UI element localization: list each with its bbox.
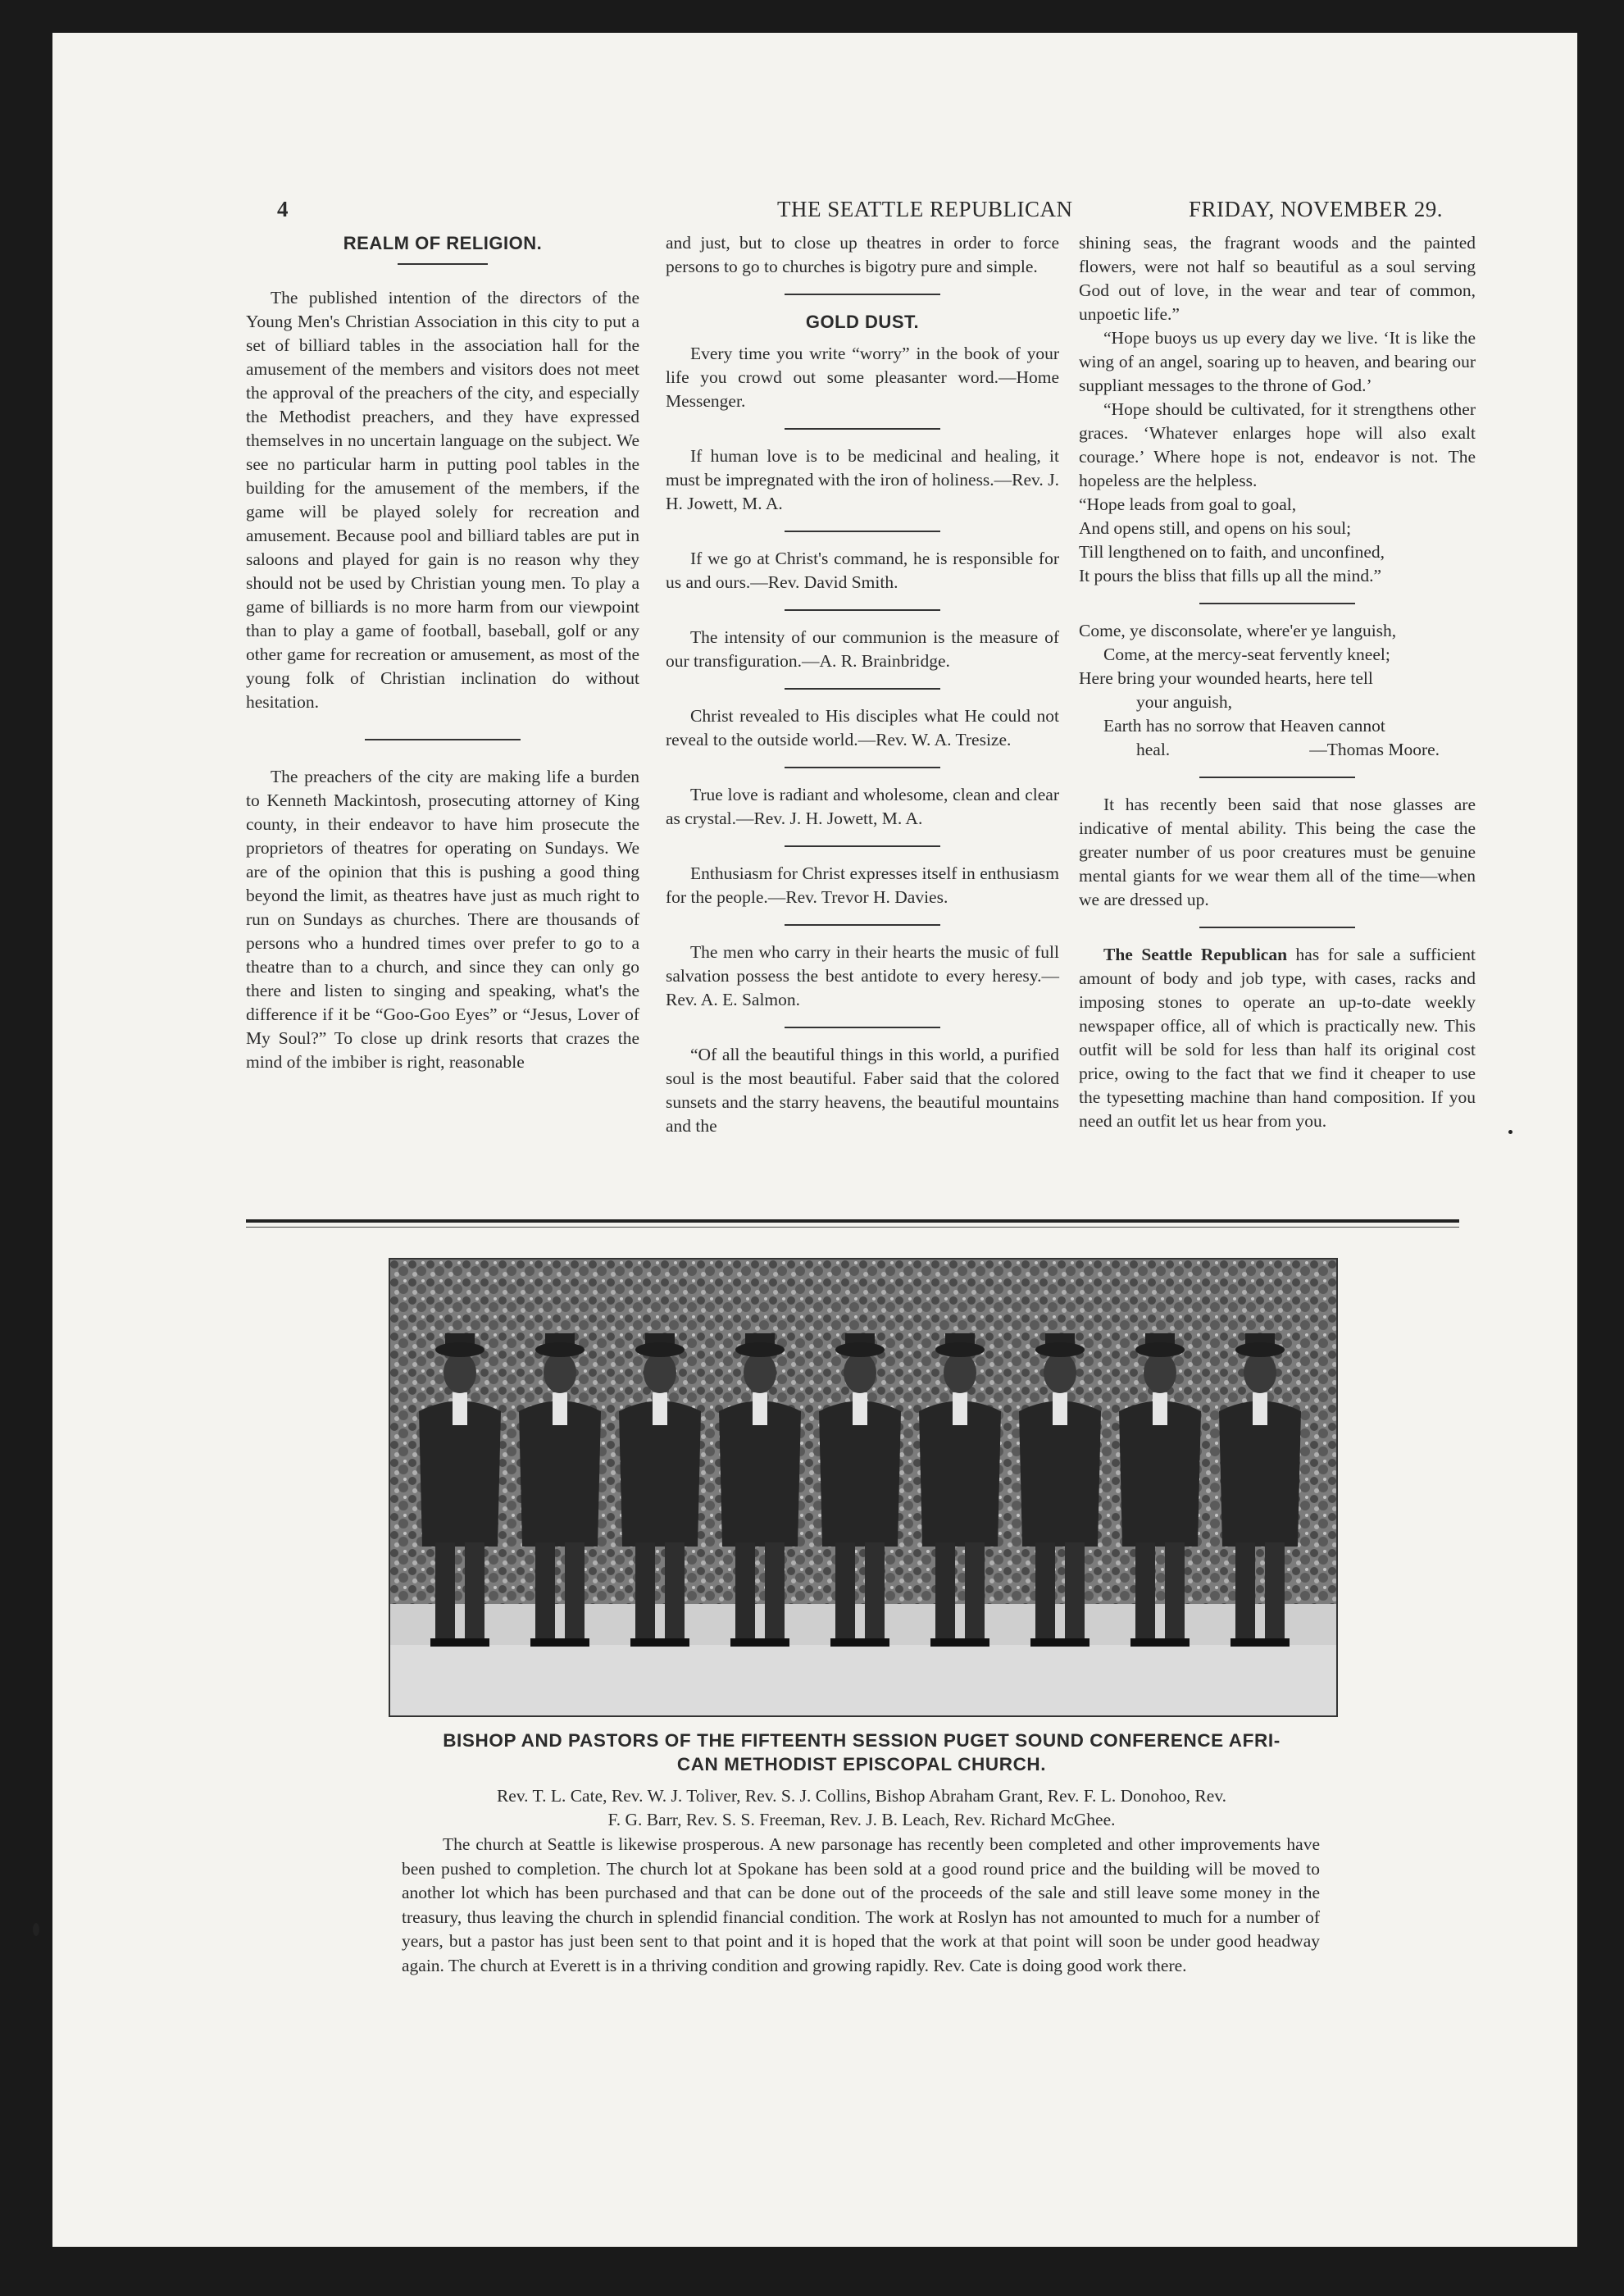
quote-item: If we go at Christ's command, he is responsible for us and ours.—Rev. David Smith.	[666, 549, 1059, 592]
verse-line: Come, ye disconsolate, where'er ye languish,	[1079, 621, 1397, 640]
verse-author: —Thomas Moore.	[1309, 740, 1440, 759]
poem-verse	[1079, 493, 1476, 588]
verse-line: Till lengthened on to faith, and unconfined,	[1079, 542, 1385, 562]
section-heading: GOLD DUST.	[805, 312, 920, 332]
photo-names	[389, 1784, 1335, 1832]
paper-title: THE SEATTLE REPUBLICAN	[777, 197, 1073, 221]
verse-line: And opens still, and opens on his soul;	[1079, 518, 1352, 538]
divider	[365, 739, 521, 740]
divider	[785, 609, 940, 611]
photo-caption	[389, 1729, 1335, 1776]
group-photograph	[389, 1258, 1338, 1717]
divider	[785, 428, 940, 430]
quote-item: Every time you write “worry” in the book of your life you crowd out some pleasanter word.—Home Messenger.	[666, 344, 1059, 411]
quote-item: The men who carry in their hearts the music of full salvation possess the best antidote to every heresy.—Rev. A. E. Salmon.	[666, 942, 1059, 1009]
quote-item: The intensity of our communion is the measure of our transfiguration.—A. R. Brainbridge.	[666, 627, 1059, 671]
verse-line: It pours the bliss that fills up all the mind.”	[1079, 566, 1382, 585]
quote-item: “Of all the beautiful things in this world, a purified soul is the most beautiful. Faber said that the colored sunsets and the starry heavens, the beautiful mountains and the	[666, 1045, 1059, 1136]
divider	[785, 767, 940, 768]
article-continuation: and just, but to close up theatres in order to force persons to go to churches is bigotry pure and simple.	[666, 233, 1059, 276]
section-heading: REALM OF RELIGION.	[343, 233, 543, 253]
quote-item: Christ revealed to His disciples what He could not reveal to the outside world.—Rev. W. A. Tresize.	[666, 706, 1059, 749]
caption-line: CAN METHODIST EPISCOPAL CHURCH.	[676, 1754, 1047, 1774]
column-realm-of-religion	[246, 231, 639, 1074]
advertisement-text: has for sale a sufficient amount of body and job type, with cases, racks and imposing stones to operate an up-to-date weekly newspaper office, all of which is practically new. This outfit will be sold for less than half its original cost price, owing to the fact that we find it cheaper to use the typesetting machine than hand composition. If you need an outfit let us hear from you.	[1079, 945, 1476, 1131]
ink-speck	[33, 1923, 39, 1936]
divider	[785, 845, 940, 847]
verse-line: Here bring your wounded hearts, here tell	[1079, 668, 1373, 688]
divider	[398, 263, 488, 265]
divider	[785, 1027, 940, 1028]
caption-line: BISHOP AND PASTORS OF THE FIFTEENTH SESSION PUGET SOUND CONFERENCE AFRI-	[443, 1730, 1281, 1751]
divider	[1199, 927, 1355, 928]
divider	[1199, 603, 1355, 604]
divider	[785, 688, 940, 690]
article-paragraph: “Hope buoys us up every day we live. ‘It is like the wing of an angel, soaring up to heaven, and bearing our suppliant messages to the throne of God.’	[1079, 328, 1476, 395]
names-line: Rev. T. L. Cate, Rev. W. J. Toliver, Rev. S. J. Collins, Bishop Abraham Grant, Rev. F. L. Donohoo, Rev.	[496, 1786, 1227, 1806]
column-gold-dust	[666, 231, 1059, 1138]
verse-line: your anguish,	[1136, 692, 1233, 712]
quote-item: If human love is to be medicinal and healing, it must be impregnated with the iron of holiness.—Rev. J. H. Jowett, M. A.	[666, 446, 1059, 513]
article-paragraph: The published intention of the directors of the Young Men's Christian Association in this city to put a set of billiard tables in the association hall for the amusement of the members and visitors does not meet the approval of the preachers of the city, and especially the Methodist preachers, and they have expressed themselves in no uncertain language on the subject. We see no particular harm in putting pool tables in the building for the amusement of the members, if the game will be played solely for recreation and amusement. Because pool and billiard tables are put in saloons and played for gain is no reason why they should not be used by Christian young men. To play a game of billiards is no more harm from our viewpoint than to play a game of football, baseball, golf or any other game for recreation or amusement, as most of the young folk of Christian inclination do without hesitation.	[246, 288, 639, 712]
column-hope	[1079, 231, 1476, 1133]
quote-item: Enthusiasm for Christ expresses itself in enthusiasm for the people.—Rev. Trevor H. Davies.	[666, 863, 1059, 907]
verse-line: “Hope leads from goal to goal,	[1079, 494, 1297, 514]
article-paragraph: The preachers of the city are making life a burden to Kenneth Mackintosh, prosecuting attorney of King county, in their endeavor to have him prosecute the proprietors of theatres for operating on Sundays. We are of the opinion that this is pushing a good thing beyond the limit, as theatres have just as much right to run on Sundays as churches. There are thousands of persons who a hundred times over prefer to go to a theatre than to a church, and since they can only go there and listen to singing and speaking, what's the difference if it be “Goo-Goo Eyes” or “Jesus, Lover of My Soul?” To close up drink resorts that crazes the mind of the imbiber is right, reasonable	[246, 767, 639, 1072]
photo-illustration	[390, 1260, 1336, 1715]
quote-item: True love is radiant and wholesome, clean and clear as crystal.—Rev. J. H. Jowett, M. A.	[666, 785, 1059, 828]
article-paragraph: “Hope should be cultivated, for it strengthens other graces. ‘Whatever enlarges hope will also exalt courage.’ Where hope is not, endeavor is not. The hopeless are the helpless.	[1079, 399, 1476, 490]
divider	[785, 531, 940, 532]
article-paragraph: It has recently been said that nose glasses are indicative of mental ability. This being the case the greater number of us poor creatures must be genuine mental giants for we wear them all of the time—when we are dressed up.	[1079, 795, 1476, 909]
divider	[785, 924, 940, 926]
divider	[785, 294, 940, 295]
section-rule	[246, 1219, 1459, 1223]
section-rule	[246, 1227, 1459, 1228]
verse-line-text: heal.	[1136, 740, 1171, 759]
verse-line: Come, at the mercy-seat fervently kneel;	[1103, 645, 1390, 664]
issue-date: FRIDAY, NOVEMBER 29.	[1189, 197, 1444, 221]
article-continuation: shining seas, the fragrant woods and the painted flowers, were not half so beautiful as a soul serving God out of love, in the wear and tear of common, unpoetic life.”	[1079, 233, 1476, 324]
page-number: 4	[277, 197, 289, 221]
verse-line	[1079, 738, 1476, 762]
verse-line: Earth has no sorrow that Heaven cannot	[1103, 716, 1385, 736]
poem-verse	[1079, 619, 1476, 762]
names-line: F. G. Barr, Rev. S. S. Freeman, Rev. J. B. Leach, Rev. Richard McGhee.	[607, 1810, 1116, 1829]
church-report: The church at Seattle is likewise prosperous. A new parsonage has recently been completed and other improvements have been pushed to completion. The church lot at Spokane has been sold at a good round price and the building will be moved to another lot which has been purchased and that can be done out of the proceeds of the sale and still leave some money in the treasury, thus leaving the church in splendid financial condition. The work at Roslyn has not amounted to much for a number of years, but a pastor has just been sent to that point and it is hoped that the work at that point will soon be under good headway again. The church at Everett is in a thriving condition and growing rapidly. Rev. Cate is doing good work there.	[402, 1834, 1320, 1975]
advertiser-name: The Seattle Republican	[1103, 945, 1288, 964]
divider	[1199, 777, 1355, 778]
ink-speck	[1508, 1130, 1513, 1134]
advertisement	[1079, 943, 1476, 1133]
